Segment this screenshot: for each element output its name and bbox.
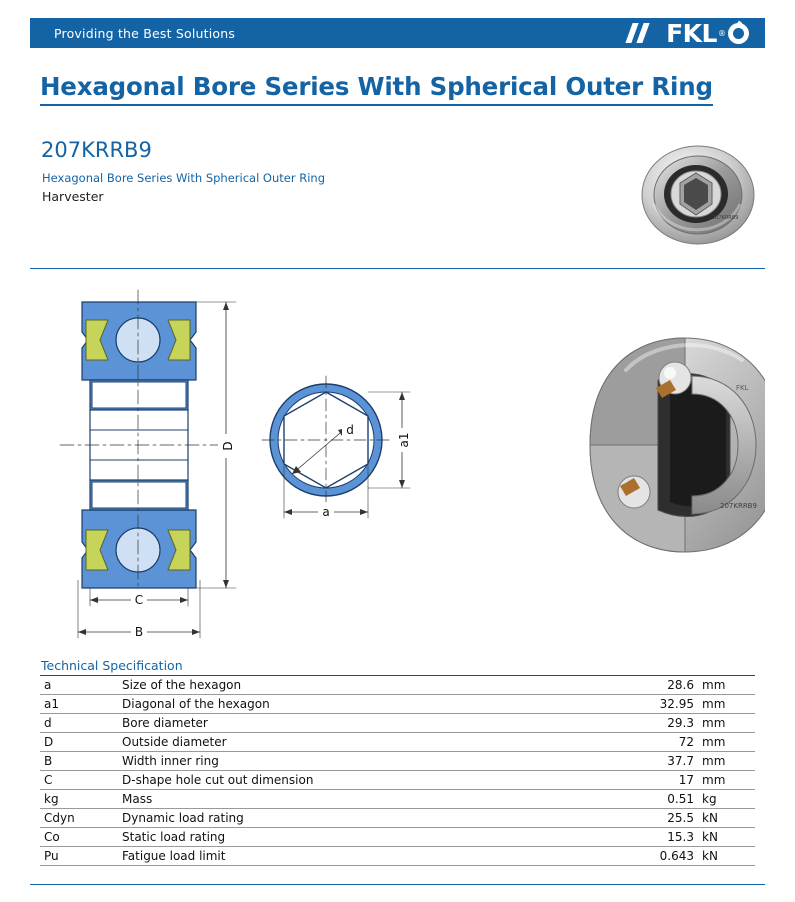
section-divider — [30, 268, 765, 269]
table-row — [40, 733, 755, 752]
row-value: 0.643 — [588, 847, 698, 866]
row-value: 72 — [588, 733, 698, 752]
table-row — [40, 695, 755, 714]
logo-slashes-icon — [627, 22, 659, 44]
technical-drawings — [30, 280, 765, 650]
row-unit: kN — [698, 828, 755, 847]
page-title: Hexagonal Bore Series With Spherical Outer Ring — [40, 72, 713, 101]
row-description: Bore diameter — [118, 714, 588, 733]
row-symbol: D — [40, 733, 118, 752]
svg-text:207KRRB9: 207KRRB9 — [712, 215, 739, 221]
row-symbol: Pu — [40, 847, 118, 866]
row-description: Dynamic load rating — [118, 809, 588, 828]
row-unit: kN — [698, 847, 755, 866]
row-unit: mm — [698, 676, 755, 695]
row-value: 17 — [588, 771, 698, 790]
row-value: 25.5 — [588, 809, 698, 828]
row-unit: kN — [698, 809, 755, 828]
row-description: Static load rating — [118, 828, 588, 847]
dimension-label-C: C — [134, 593, 144, 607]
row-description: Size of the hexagon — [118, 676, 588, 695]
row-unit: kg — [698, 790, 755, 809]
logo-text: FKL — [666, 18, 717, 48]
dimension-label-a: a — [322, 505, 330, 519]
footer-divider — [30, 884, 765, 885]
dimension-label-d: d — [346, 423, 354, 437]
spec-section-title: Technical Specification — [41, 658, 183, 673]
table-row — [40, 771, 755, 790]
dimension-label-a1: a1 — [397, 432, 411, 448]
row-description: Width inner ring — [118, 752, 588, 771]
row-unit: mm — [698, 752, 755, 771]
row-unit: mm — [698, 714, 755, 733]
product-photo — [640, 140, 756, 248]
product-code: 207KRRB9 — [41, 138, 152, 162]
header-tagline: Providing the Best Solutions — [54, 25, 236, 41]
row-symbol: kg — [40, 790, 118, 809]
product-description: Hexagonal Bore Series With Spherical Outer Ring — [42, 171, 326, 185]
cutaway-render — [590, 338, 765, 552]
row-symbol: C — [40, 771, 118, 790]
specification-table — [40, 675, 755, 866]
row-unit: mm — [698, 771, 755, 790]
row-symbol: Cdyn — [40, 809, 118, 828]
svg-text:207KRRB9: 207KRRB9 — [720, 502, 757, 510]
logo-registered-mark: ® — [718, 28, 726, 38]
row-symbol: a — [40, 676, 118, 695]
row-value: 0.51 — [588, 790, 698, 809]
front-view-drawing — [262, 376, 411, 519]
row-description: Mass — [118, 790, 588, 809]
dimension-label-B: B — [134, 625, 144, 639]
row-value: 28.6 — [588, 676, 698, 695]
row-value: 32.95 — [588, 695, 698, 714]
table-row — [40, 828, 755, 847]
dimension-label-D: D — [221, 441, 235, 451]
row-value: 29.3 — [588, 714, 698, 733]
specification-table-body — [40, 676, 755, 866]
table-row — [40, 847, 755, 866]
row-description: Diagonal of the hexagon — [118, 695, 588, 714]
title-underline — [40, 104, 713, 106]
row-description: D-shape hole cut out dimension — [118, 771, 588, 790]
row-description: Fatigue load limit — [118, 847, 588, 866]
table-row — [40, 752, 755, 771]
table-row — [40, 809, 755, 828]
row-description: Outside diameter — [118, 733, 588, 752]
cross-section-drawing — [60, 290, 236, 639]
product-application: Harvester — [42, 189, 104, 204]
row-symbol: B — [40, 752, 118, 771]
row-symbol: d — [40, 714, 118, 733]
header-bar — [30, 18, 765, 48]
row-unit: mm — [698, 733, 755, 752]
row-symbol: Co — [40, 828, 118, 847]
row-value: 37.7 — [588, 752, 698, 771]
row-value: 15.3 — [588, 828, 698, 847]
svg-text:FKL: FKL — [736, 384, 749, 392]
table-row — [40, 676, 755, 695]
row-symbol: a1 — [40, 695, 118, 714]
row-unit: mm — [698, 695, 755, 714]
table-row — [40, 714, 755, 733]
company-logo — [627, 18, 765, 48]
table-row — [40, 790, 755, 809]
logo-circle-icon — [728, 23, 749, 44]
